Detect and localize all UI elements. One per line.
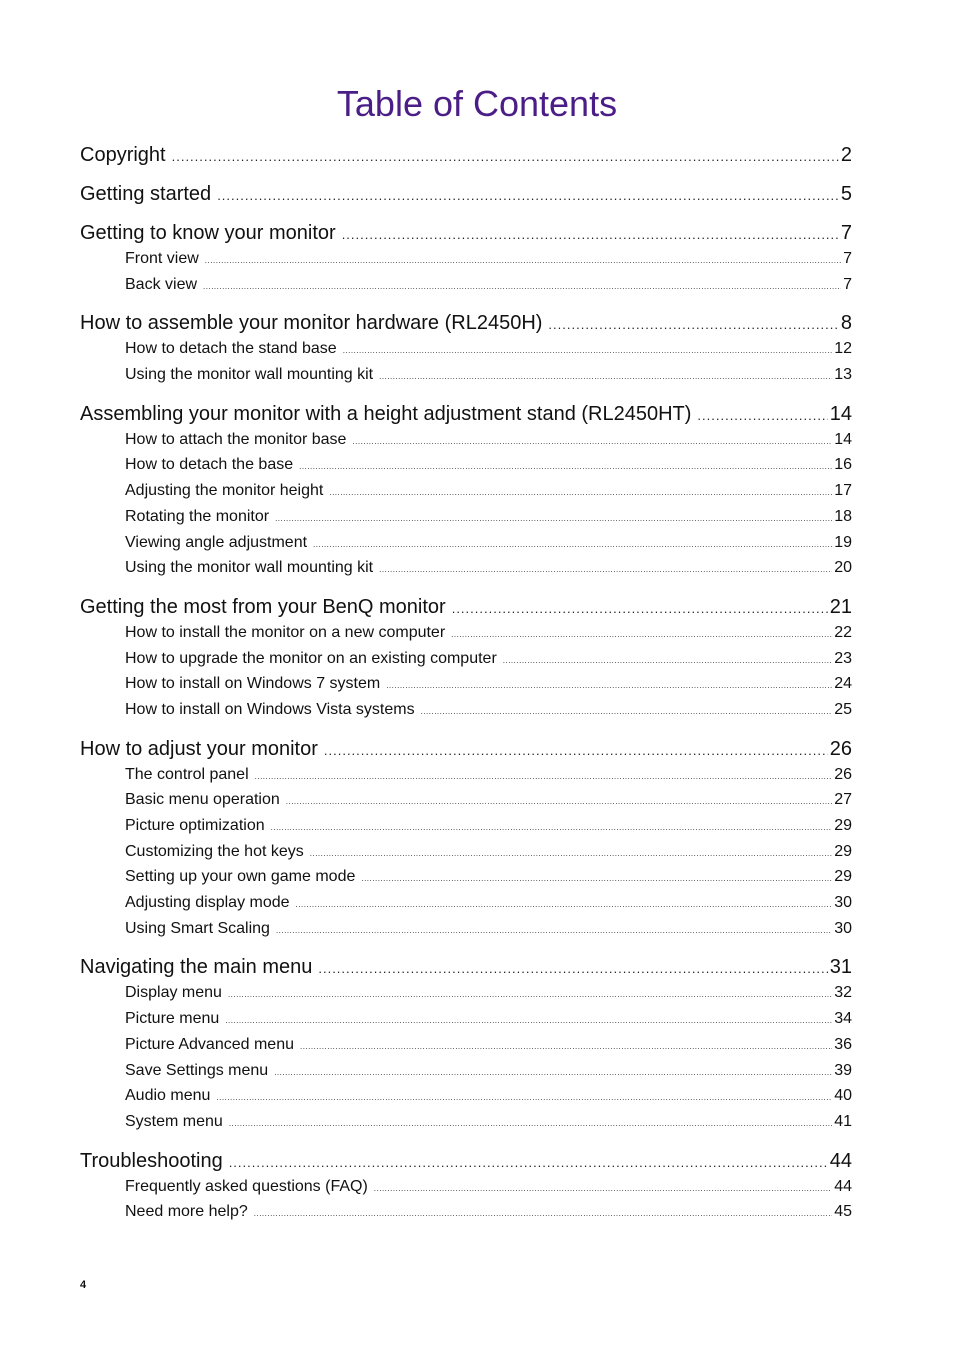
chapter-page-number: 31 (829, 956, 852, 979)
chapter-title: Getting started (80, 183, 212, 205)
dot-leader (299, 454, 832, 478)
dot-leader (217, 183, 839, 207)
section-page-number: 16 (834, 456, 852, 474)
toc-section-entry[interactable] (125, 916, 852, 942)
section-page-number: 34 (834, 1010, 852, 1028)
toc-section-entry[interactable] (125, 980, 852, 1006)
chapter-title: Copyright (80, 144, 166, 166)
dot-leader (286, 789, 832, 813)
section-title: Picture optimization (125, 817, 265, 834)
page-title: Table of Contents (336, 83, 618, 124)
toc-section-entry[interactable] (125, 697, 852, 723)
dot-leader (503, 648, 832, 672)
section-title: Adjusting display mode (125, 894, 290, 912)
dot-leader (361, 866, 832, 890)
section-title: How to detach the stand base (125, 340, 337, 358)
section-title: Basic menu operation (125, 791, 280, 809)
toc-section-entry[interactable] (125, 504, 852, 530)
chapter-page-number: 21 (829, 595, 852, 618)
section-page-number: 29 (834, 842, 852, 860)
section-title: Using the monitor wall mounting kit (125, 366, 374, 384)
section-title: Picture Advanced menu (125, 1035, 294, 1053)
dot-leader (228, 982, 832, 1006)
dot-leader (374, 1176, 832, 1200)
section-title: How to install the monitor on a new computer (125, 623, 446, 641)
dot-leader (379, 364, 832, 388)
toc-section-entry[interactable] (125, 530, 852, 556)
section-title: System menu (125, 1112, 223, 1130)
section-page-number: 25 (834, 700, 852, 718)
toc-section-entry[interactable] (125, 646, 852, 672)
section-title: Front view (125, 250, 199, 267)
toc-section-entry[interactable] (125, 1006, 852, 1032)
chapter-title: How to adjust your monitor (80, 737, 318, 760)
toc-section-entry[interactable] (125, 839, 852, 865)
chapter-title: Getting to know your monitor (80, 222, 336, 244)
section-page-number: 19 (834, 533, 852, 551)
toc-section-entry[interactable] (125, 1032, 852, 1058)
toc-section-entry[interactable] (125, 336, 852, 362)
chapter-page-number: 2 (840, 144, 852, 166)
section-page-number: 7 (843, 275, 852, 293)
chapter-page-number: 7 (840, 222, 852, 244)
section-page-number: 30 (834, 919, 852, 937)
chapter-title: How to assemble your monitor hardware (RL2450H) (80, 312, 543, 335)
toc-section-entry[interactable] (125, 864, 852, 890)
chapter-page-number: 8 (840, 312, 852, 335)
section-title: Rotating the monitor (125, 507, 270, 525)
toc-section-entry[interactable] (125, 813, 852, 839)
section-page-number: 44 (834, 1177, 852, 1195)
section-page-number: 32 (834, 984, 852, 1002)
page-number: 4 (80, 1279, 87, 1291)
toc-section-entry[interactable] (125, 1109, 852, 1135)
toc-section-entry[interactable] (125, 762, 852, 788)
toc-chapter-entry[interactable] (80, 954, 852, 980)
dot-leader (421, 699, 833, 723)
dot-leader (300, 1034, 832, 1058)
dot-leader (452, 596, 828, 620)
section-title: Adjusting the monitor height (125, 482, 324, 500)
section-title: How to install on Windows 7 system (125, 675, 381, 693)
section-page-number: 29 (834, 868, 852, 886)
dot-leader (255, 764, 833, 788)
toc-section-entry[interactable] (125, 246, 852, 272)
section-title: How to attach the monitor base (125, 430, 347, 448)
dot-leader (379, 557, 832, 581)
toc-chapter-entry[interactable] (80, 401, 852, 427)
section-title: Back view (125, 275, 198, 293)
toc-chapter-entry[interactable] (80, 142, 852, 168)
dot-leader (172, 144, 839, 168)
section-page-number: 30 (834, 894, 852, 912)
toc-section-entry[interactable] (125, 1058, 852, 1084)
chapter-page-number: 44 (829, 1149, 852, 1172)
section-page-number: 45 (834, 1203, 852, 1221)
chapter-page-number: 14 (829, 402, 852, 425)
section-page-number: 26 (834, 765, 852, 783)
section-title: Setting up your own game mode (125, 868, 356, 886)
dot-leader (342, 222, 839, 246)
toc-section-entry[interactable] (125, 452, 852, 478)
dot-leader (203, 274, 841, 298)
toc-chapter-entry[interactable] (80, 1148, 852, 1174)
section-title: Need more help? (125, 1203, 248, 1221)
toc-section-entry[interactable] (125, 1199, 852, 1225)
chapter-title: Getting the most from your BenQ monitor (80, 595, 446, 618)
section-page-number: 14 (834, 430, 852, 448)
dot-leader (352, 429, 832, 453)
toc-section-entry[interactable] (125, 1174, 852, 1200)
section-page-number: 41 (834, 1112, 852, 1130)
toc-chapter-entry[interactable] (80, 220, 852, 246)
toc-chapter-entry[interactable] (80, 181, 852, 207)
toc-section-entry[interactable] (125, 671, 852, 697)
section-page-number: 39 (834, 1061, 852, 1079)
chapter-title: Troubleshooting (80, 1149, 223, 1172)
chapter-title: Assembling your monitor with a height adjustment stand (RL2450HT) (80, 402, 692, 425)
section-page-number: 22 (834, 623, 852, 641)
toc-section-entry[interactable] (125, 362, 852, 388)
dot-leader (229, 1111, 832, 1135)
section-title: The control panel (125, 765, 249, 783)
toc-section-entry[interactable] (125, 1083, 852, 1109)
toc-chapter-entry[interactable] (80, 594, 852, 620)
section-title: Audio menu (125, 1087, 211, 1105)
chapter-title: Navigating the main menu (80, 956, 313, 979)
dot-leader (451, 622, 832, 646)
table-of-contents (80, 140, 852, 1225)
section-page-number: 20 (834, 559, 852, 577)
dot-leader (225, 1008, 832, 1032)
section-title: Using the monitor wall mounting kit (125, 559, 374, 577)
section-page-number: 24 (834, 675, 852, 693)
section-page-number: 18 (834, 507, 852, 525)
toc-section-entry[interactable] (125, 427, 852, 453)
section-title: How to install on Windows Vista systems (125, 700, 415, 718)
toc-section-entry[interactable] (125, 620, 852, 646)
dot-leader (205, 248, 841, 272)
section-page-number: 13 (834, 366, 852, 384)
toc-section-entry[interactable] (125, 478, 852, 504)
dot-leader (271, 815, 833, 839)
dot-leader (343, 338, 833, 362)
section-page-number: 29 (834, 817, 852, 834)
toc-section-entry[interactable] (125, 555, 852, 581)
section-page-number: 40 (834, 1087, 852, 1105)
section-title: Frequently asked questions (FAQ) (125, 1177, 368, 1195)
section-title: How to detach the base (125, 456, 294, 474)
section-title: Customizing the hot keys (125, 842, 304, 860)
dot-leader (329, 480, 832, 504)
dot-leader (216, 1085, 832, 1109)
dot-leader (310, 841, 832, 865)
dot-leader (324, 738, 828, 762)
dot-leader (697, 403, 827, 427)
section-title: How to upgrade the monitor on an existing computer (125, 649, 497, 667)
section-title: Display menu (125, 984, 222, 1002)
toc-chapter-entry[interactable] (80, 310, 852, 336)
section-title: Save Settings menu (125, 1061, 269, 1079)
section-page-number: 23 (834, 649, 852, 667)
dot-leader (548, 312, 838, 336)
section-title: Picture menu (125, 1010, 220, 1028)
chapter-page-number: 26 (829, 737, 852, 760)
dot-leader (229, 1150, 828, 1174)
dot-leader (274, 1060, 832, 1084)
section-page-number: 12 (834, 340, 852, 358)
section-title: Viewing angle adjustment (125, 533, 308, 551)
section-page-number: 36 (834, 1035, 852, 1053)
section-page-number: 17 (834, 482, 852, 500)
section-page-number: 7 (843, 250, 852, 267)
dot-leader (254, 1201, 832, 1225)
toc-section-entry[interactable] (125, 272, 852, 298)
dot-leader (276, 918, 832, 942)
dot-leader (296, 892, 833, 916)
toc-section-entry[interactable] (125, 890, 852, 916)
section-page-number: 27 (834, 791, 852, 809)
chapter-page-number: 5 (840, 183, 852, 205)
toc-chapter-entry[interactable] (80, 736, 852, 762)
toc-section-entry[interactable] (125, 787, 852, 813)
dot-leader (275, 506, 832, 530)
dot-leader (318, 956, 827, 980)
dot-leader (313, 532, 832, 556)
section-title: Using Smart Scaling (125, 919, 270, 937)
dot-leader (386, 673, 832, 697)
